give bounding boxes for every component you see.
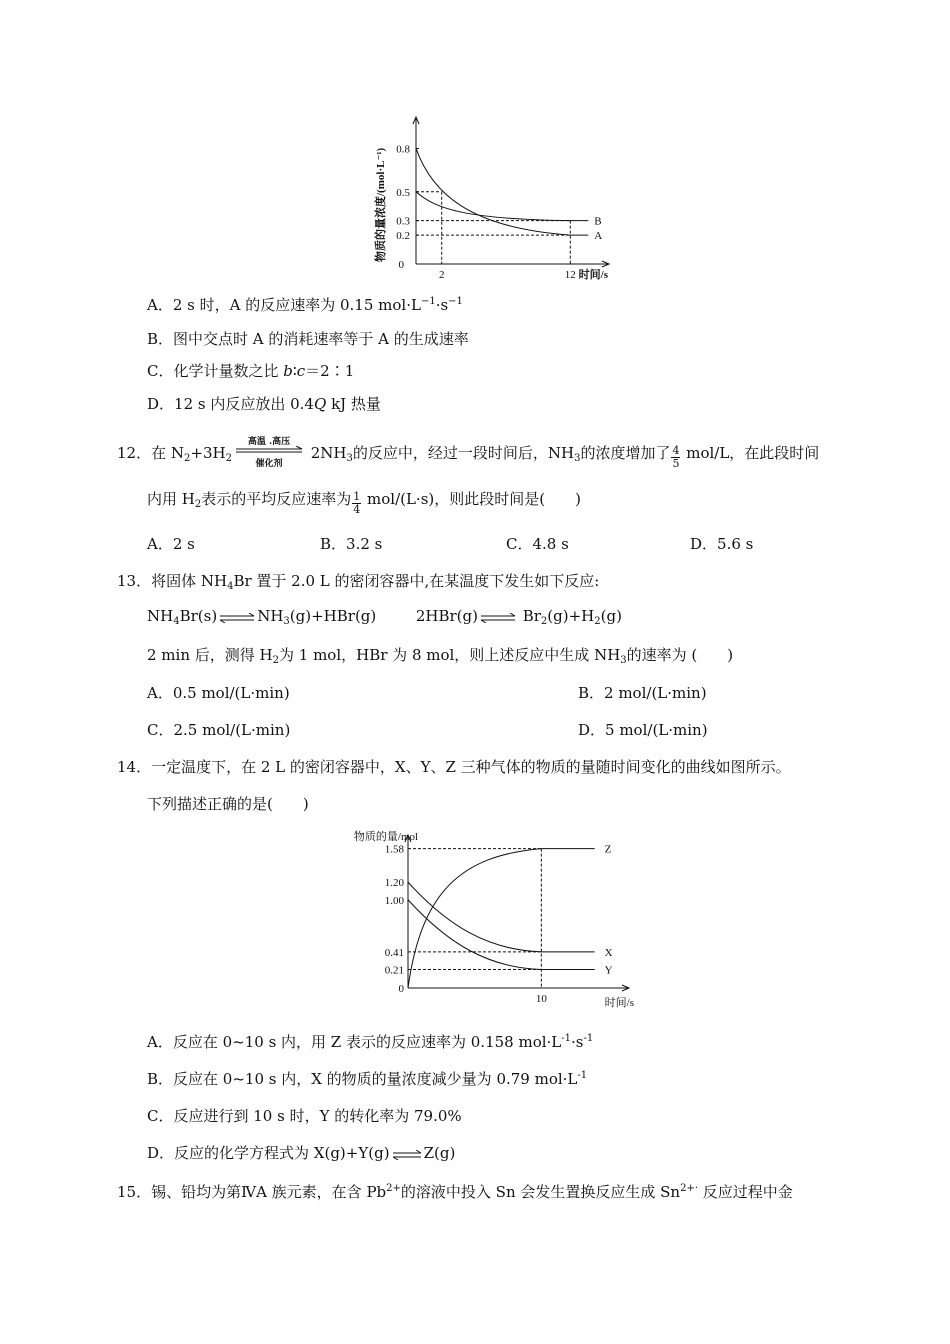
q12-option-d: D．5.6 s: [690, 535, 754, 553]
chart1: [360, 112, 620, 287]
equilibrium-arrow-icon: [480, 613, 516, 623]
q14-stem-line2: 下列描述正确的是( ): [147, 795, 309, 813]
y-tick-label: 0.3: [396, 215, 410, 228]
legend-b: B: [594, 215, 602, 228]
q13-option-c: C．2.5 mol/(L·min): [147, 721, 291, 739]
q13-equations: $NH_4Br(s)$ $NH_3(g)+HBr(g)$ 2HBr(g) $Br_2(g)+H_2(g)$: [147, 607, 622, 627]
fraction-1-4: $\frac{1}{4}$: [353, 490, 361, 516]
equilibrium-arrow-icon: [392, 1150, 422, 1160]
q12-option-b: B．3.2 s: [320, 535, 383, 553]
y-tick-label: 0.8: [396, 143, 410, 156]
q13-option-b: B．2 mol/(L·min): [578, 684, 707, 702]
series-z-line: [408, 849, 595, 988]
q11-option-a: A．2 s 时，A 的反应速率为 0.15 $mol\cdot L^{-1}\cdot s^{-1}$: [147, 296, 463, 314]
y-axis-label: 物质的量/mol: [353, 831, 419, 843]
q11-option-c: C．化学计量数之比 b∶c＝2∶1: [147, 362, 355, 380]
y-tick-label: 0: [398, 983, 404, 995]
legend-z: Z: [604, 843, 612, 856]
fraction-4-5: $\frac{4}{5}$: [672, 444, 680, 470]
y-tick-label: 0.5: [396, 186, 410, 199]
x-tick-label: 10: [535, 993, 547, 1005]
chart2: [320, 826, 650, 1011]
q14-option-c: C．反应进行到 10 s 时，Y 的转化率为 79.0%: [147, 1107, 462, 1125]
q13-option-a: A．0.5 mol/(L·min): [147, 684, 290, 702]
q13-stem-line1: 13．将固体 $NH_4Br$ 置于 2.0 L 的密闭容器中,在某温度下发生如下反应:: [117, 572, 600, 592]
y-axis-label: 物质的量浓度/(mol·L⁻¹): [375, 147, 387, 262]
x-tick-label: 12: [564, 269, 576, 281]
y-tick-label: 0.2: [396, 230, 410, 243]
series-x-line: [408, 882, 595, 952]
series-b-line: [416, 192, 588, 221]
y-tick-label: 1.00: [384, 894, 404, 907]
x-axis-label: 时间/s: [578, 269, 608, 281]
y-tick-label: 1.20: [384, 877, 404, 890]
x-tick-label: 2: [438, 269, 445, 281]
x-axis-label: 时间/s: [604, 997, 634, 1009]
q13-option-d: D．5 mol/(L·min): [578, 721, 708, 739]
legend-y: Y: [604, 964, 613, 977]
series-y-line: [408, 900, 595, 970]
q12-stem-line1: 12．在 $N_2+3H_2$ 高温 .高压 催化剂 $2NH_3$的反应中，经过一段时间后，$NH_3$的浓度增加了 $\frac{4}{5}$ mol/L，在此段时间: [117, 437, 820, 470]
legend-a: A: [594, 230, 603, 243]
q15-stem-line1: 15．锡、铅均为第ⅣA 族元素，在含 $Pb^{2+}$的溶液中投入 Sn 会发生置换反应生成 $Sn^{2+\cdot}$ 反应过程中金: [117, 1183, 793, 1201]
q14-stem-line1: 14．一定温度下，在 2 L 的密闭容器中，X、Y、Z 三种气体的物质的量随时间变化的曲线如图所示。: [117, 758, 791, 776]
y-tick-label: 1.58: [384, 843, 404, 856]
q11-option-b: B．图中交点时 A 的消耗速率等于 A 的生成速率: [147, 330, 469, 348]
y-tick-label: 0: [398, 259, 404, 271]
legend-x: X: [604, 946, 613, 959]
y-tick-label: 0.21: [384, 964, 404, 977]
q11-option-d: D．12 s 内反应放出 0.4Q kJ 热量: [147, 395, 381, 413]
q14-option-a: A．反应在 0~10 s 内，用 Z 表示的反应速率为 0.158 $mol\cdot L^{-1}\cdot s^{-1}$: [147, 1033, 594, 1051]
q14-option-b: B．反应在 0~10 s 内，X 的物质的量浓度减少量为 0.79 $mol\cdot L^{-1}$: [147, 1070, 588, 1088]
y-tick-label: 0.41: [384, 946, 404, 959]
q13-stem-line3: 2 min 后，测得 $H_2$为 1 mol，HBr 为 8 mol，则上述反应中生成 $NH_3$的速率为 ( ): [147, 646, 734, 666]
q12-option-a: A．2 s: [147, 535, 195, 553]
q12-option-c: C．4.8 s: [506, 535, 569, 553]
reaction-arrow-icon: 高温 .高压 催化剂: [234, 444, 304, 464]
q14-option-d: D．反应的化学方程式为 X(g)+Y(g) Z(g): [147, 1144, 456, 1162]
equilibrium-arrow-icon: [219, 613, 255, 623]
q12-stem-line2: 内用 $H_2$表示的平均反应速率为 $\frac{1}{4}$ mol/(L·s)，则此段时间是( ): [147, 490, 581, 516]
